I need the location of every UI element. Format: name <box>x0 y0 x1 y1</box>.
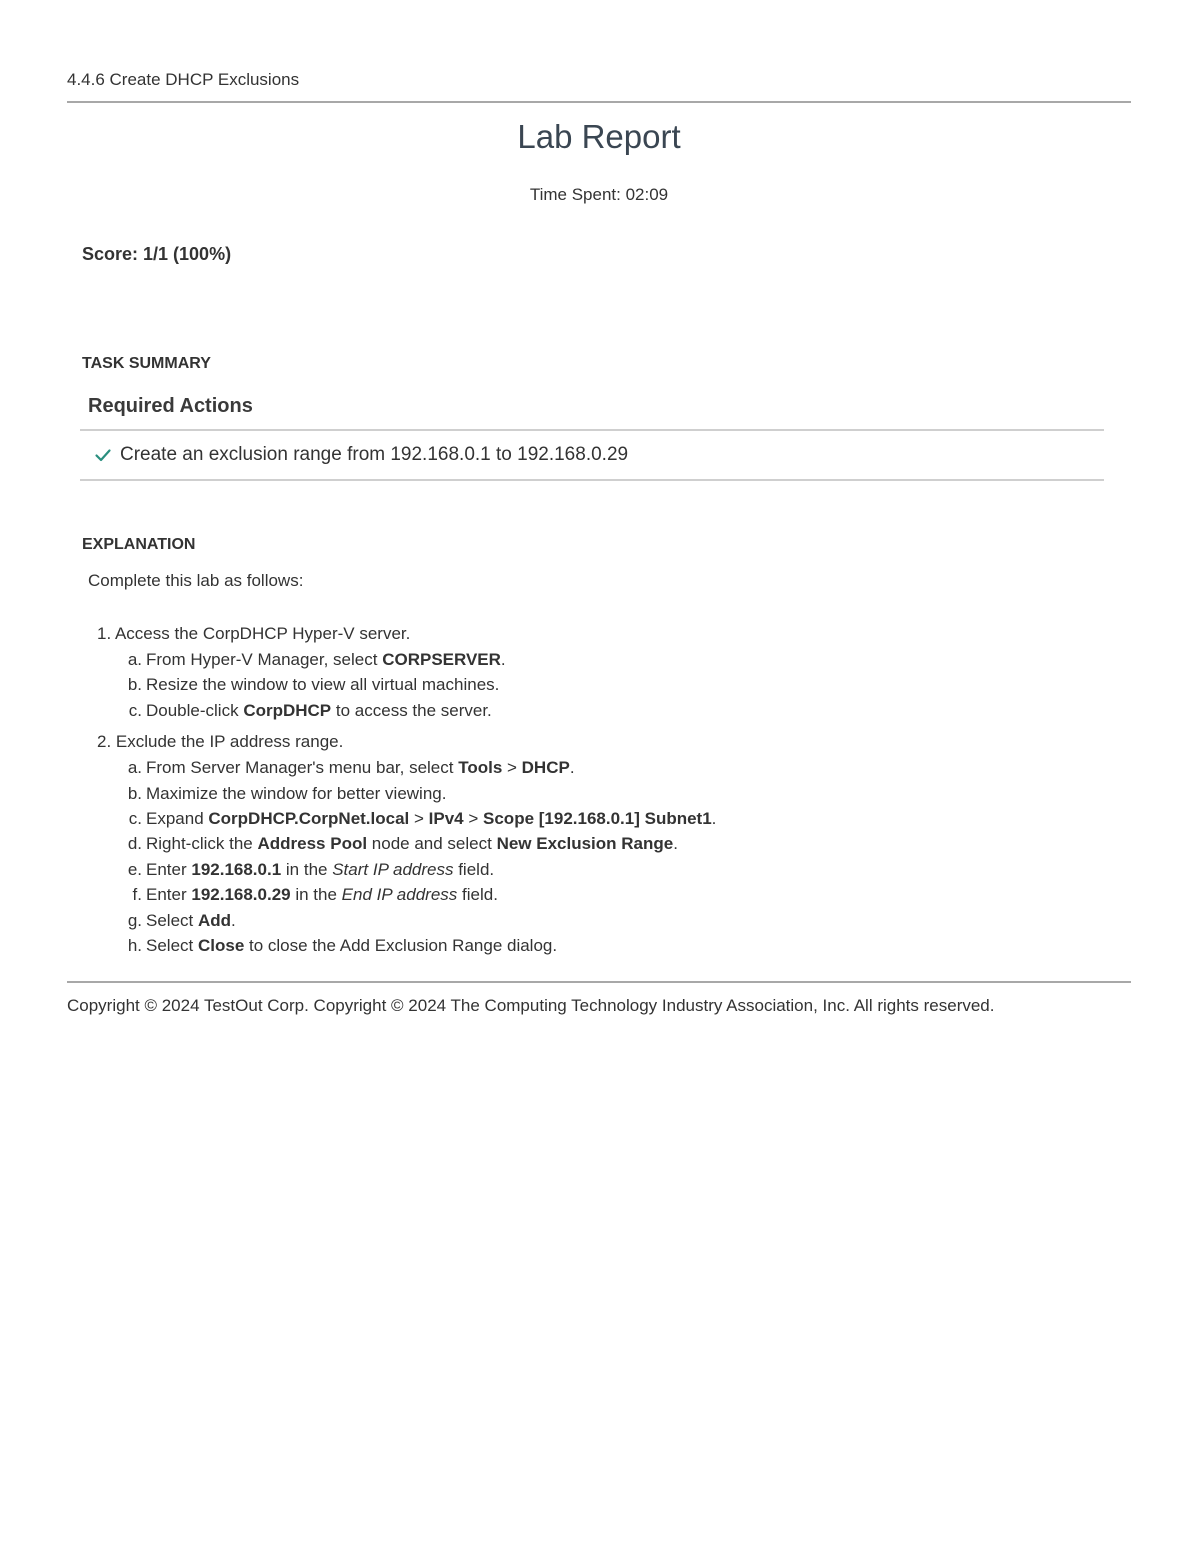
substep-list <box>97 647 716 723</box>
substep-text: Select Close to close the Add Exclusion Range dialog. <box>146 936 558 956</box>
substep-item <box>97 647 716 672</box>
substep-text: Select Add. <box>146 910 236 930</box>
substep-item <box>97 781 716 806</box>
substep-marker: h. <box>127 936 142 956</box>
substep-item <box>97 882 716 907</box>
substep-item <box>97 806 716 831</box>
substep-marker: c. <box>128 809 142 829</box>
substep-item <box>97 831 716 856</box>
substep-marker: a. <box>127 650 142 669</box>
substep-text: Enter 192.168.0.29 in the End IP address field. <box>146 885 498 905</box>
substep-text: From Hyper-V Manager, select CORPSERVER. <box>146 650 506 669</box>
footer-divider <box>67 981 1131 983</box>
substep-marker: g. <box>127 910 142 930</box>
substep-item <box>97 857 716 882</box>
substep-item <box>97 672 716 697</box>
explanation-step <box>97 622 716 723</box>
substep-marker: d. <box>127 834 142 854</box>
substep-text: Double-click CorpDHCP to access the server. <box>146 700 492 720</box>
substep-item <box>97 933 716 958</box>
explanation-label: EXPLANATION <box>82 536 196 553</box>
required-actions-table <box>80 429 1104 481</box>
substep-text: Maximize the window for better viewing. <box>146 783 447 803</box>
copyright-notice: Copyright © 2024 TestOut Corp. Copyright © 2024 The Computing Technology Industry Association, Inc. All rights reserved. <box>67 996 995 1015</box>
score: Score: 1/1 (100%) <box>82 244 232 264</box>
task-summary-label: TASK SUMMARY <box>82 355 211 372</box>
time-spent: Time Spent: 02:09 <box>529 185 669 204</box>
substep-text: Expand CorpDHCP.CorpNet.local > IPv4 > Scope [192.168.0.1] Subnet1. <box>146 809 717 829</box>
substep-marker: c. <box>128 700 142 720</box>
substep-item <box>97 908 716 933</box>
required-action-text: Create an exclusion range from 192.168.0.1 to 192.168.0.29 <box>120 444 629 465</box>
substep-marker: f. <box>132 885 142 905</box>
check-icon <box>94 446 112 464</box>
step-heading: 2. Exclude the IP address range. <box>97 732 344 752</box>
substep-marker: e. <box>127 859 142 879</box>
substep-marker: b. <box>127 783 142 803</box>
step-heading: 1. Access the CorpDHCP Hyper-V server. <box>97 624 411 643</box>
header-divider <box>67 101 1131 103</box>
report-title: Lab Report <box>517 118 681 155</box>
required-action-row <box>80 431 1104 479</box>
substep-text: From Server Manager's menu bar, select Tools > DHCP. <box>146 758 575 778</box>
explanation-intro: Complete this lab as follows: <box>88 571 304 590</box>
explanation-step <box>97 730 716 958</box>
required-actions-title: Required Actions <box>88 395 253 417</box>
substep-text: Enter 192.168.0.1 in the Start IP address field. <box>146 859 495 879</box>
document-title: 4.4.6 Create DHCP Exclusions <box>67 70 300 89</box>
substep-list <box>97 755 716 958</box>
substep-text: Right-click the Address Pool node and select New Exclusion Range. <box>146 834 678 854</box>
substep-text: Resize the window to view all virtual machines. <box>146 675 500 695</box>
substep-marker: a. <box>127 758 142 778</box>
explanation-steps <box>97 622 716 965</box>
substep-marker: b. <box>127 675 142 695</box>
substep-item <box>97 755 716 780</box>
substep-item <box>97 698 716 723</box>
